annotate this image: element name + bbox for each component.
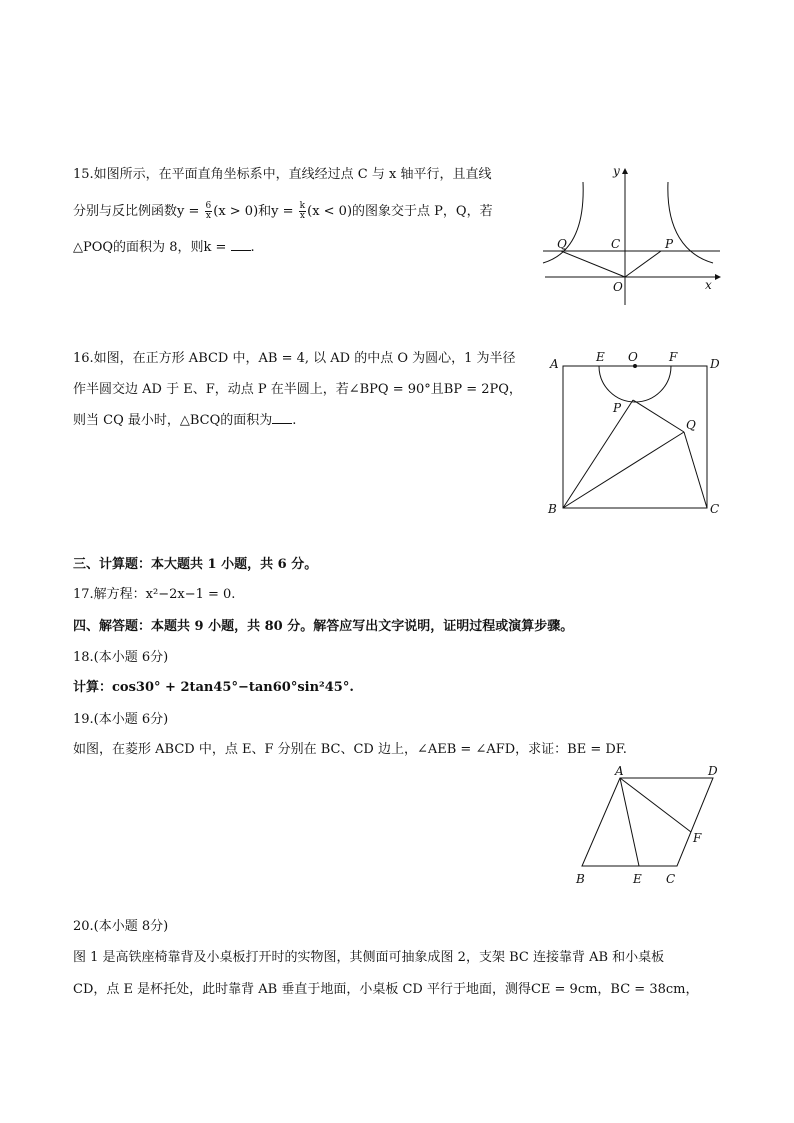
q15-label-C: C: [611, 237, 621, 251]
q19-header: 19.(本小题 6分): [73, 712, 169, 727]
q16-line2: 作半圆交边 AD 于 E、F，动点 P 在半圆上，若∠BPQ = 90°且BP = 2PQ，: [73, 382, 522, 397]
q16-label-Q: Q: [686, 418, 696, 432]
q15-line3: △POQ的面积为 8，则k = .: [73, 240, 255, 255]
q15-line2: [73, 202, 493, 222]
q20-line1: 图 1 是高铁座椅靠背及小桌板打开时的实物图，其侧面可抽象成图 2，支架 BC 连接靠背 AB 和小桌板: [73, 950, 665, 965]
q16-label-D: D: [710, 357, 720, 371]
q15-line2-a: 分别与反比例函数y =: [73, 204, 204, 219]
q18-header: 18.(本小题 6分): [73, 650, 169, 665]
answer-blank: [231, 238, 251, 251]
q16-label-E: E: [596, 350, 605, 364]
q19-label-A: A: [615, 764, 624, 778]
q16-label-F: F: [669, 350, 678, 364]
q15-fraction-1: $\frac{6}{x}$: [205, 201, 212, 221]
q15-label-O: O: [613, 280, 623, 294]
q15-fraction-2: $\frac{k}{x}$: [299, 201, 306, 221]
q19-label-F: F: [693, 831, 702, 845]
q15-label-P: P: [665, 237, 674, 251]
q16-label-C: C: [710, 502, 720, 516]
q16-label-P: P: [613, 401, 622, 415]
section-4-heading: 四、解答题：本题共 9 小题，共 80 分。解答应写出文字说明，证明过程或演算步骤。: [73, 619, 574, 634]
q17-text: 17.解方程：x²−2x−1 = 0.: [73, 587, 236, 602]
q19-figure: [570, 762, 735, 890]
section-3-heading: 三、计算题：本大题共 1 小题，共 6 分。: [73, 557, 318, 572]
q19-label-C: C: [666, 872, 676, 886]
q16-label-B: B: [548, 502, 557, 516]
q19-text: 如图，在菱形 ABCD 中，点 E、F 分别在 BC、CD 边上，∠AEB = ∠AFD，求证：BE = DF.: [73, 742, 627, 757]
answer-blank: [272, 411, 292, 424]
q20-line2: CD，点 E 是杯托处，此时靠背 AB 垂直于地面，小桌板 CD 平行于地面，测得CE = 9cm，BC = 38cm，: [73, 982, 699, 997]
q15-label-Q: Q: [557, 237, 567, 251]
q15-figure: [535, 160, 725, 310]
q19-label-D: D: [708, 764, 718, 778]
q15-line1: 15.如图所示，在平面直角坐标系中，直线经过点 C 与 x 轴平行，且直线: [73, 167, 492, 182]
q15-label-x: x: [705, 278, 712, 292]
q18-text: 计算：cos30° + 2tan45°−tan60°sin²45°.: [73, 680, 354, 695]
q15-label-y: y: [613, 164, 620, 178]
q16-line3: 则当 CQ 最小时，△BCQ的面积为 .: [73, 413, 297, 428]
q16-label-O: O: [628, 350, 638, 364]
q19-label-E: E: [633, 872, 642, 886]
q15-line2-b: (x > 0)和y =: [213, 204, 298, 219]
q19-label-B: B: [576, 872, 585, 886]
q16-label-A: A: [550, 357, 559, 371]
q16-figure: [540, 348, 730, 523]
q15-line2-c: (x < 0)的图象交于点 P，Q，若: [307, 204, 493, 219]
q16-line1: 16.如图，在正方形 ABCD 中，AB = 4, 以 AD 的中点 O 为圆心，1 为半径: [73, 351, 516, 366]
q20-header: 20.(本小题 8分): [73, 919, 169, 934]
